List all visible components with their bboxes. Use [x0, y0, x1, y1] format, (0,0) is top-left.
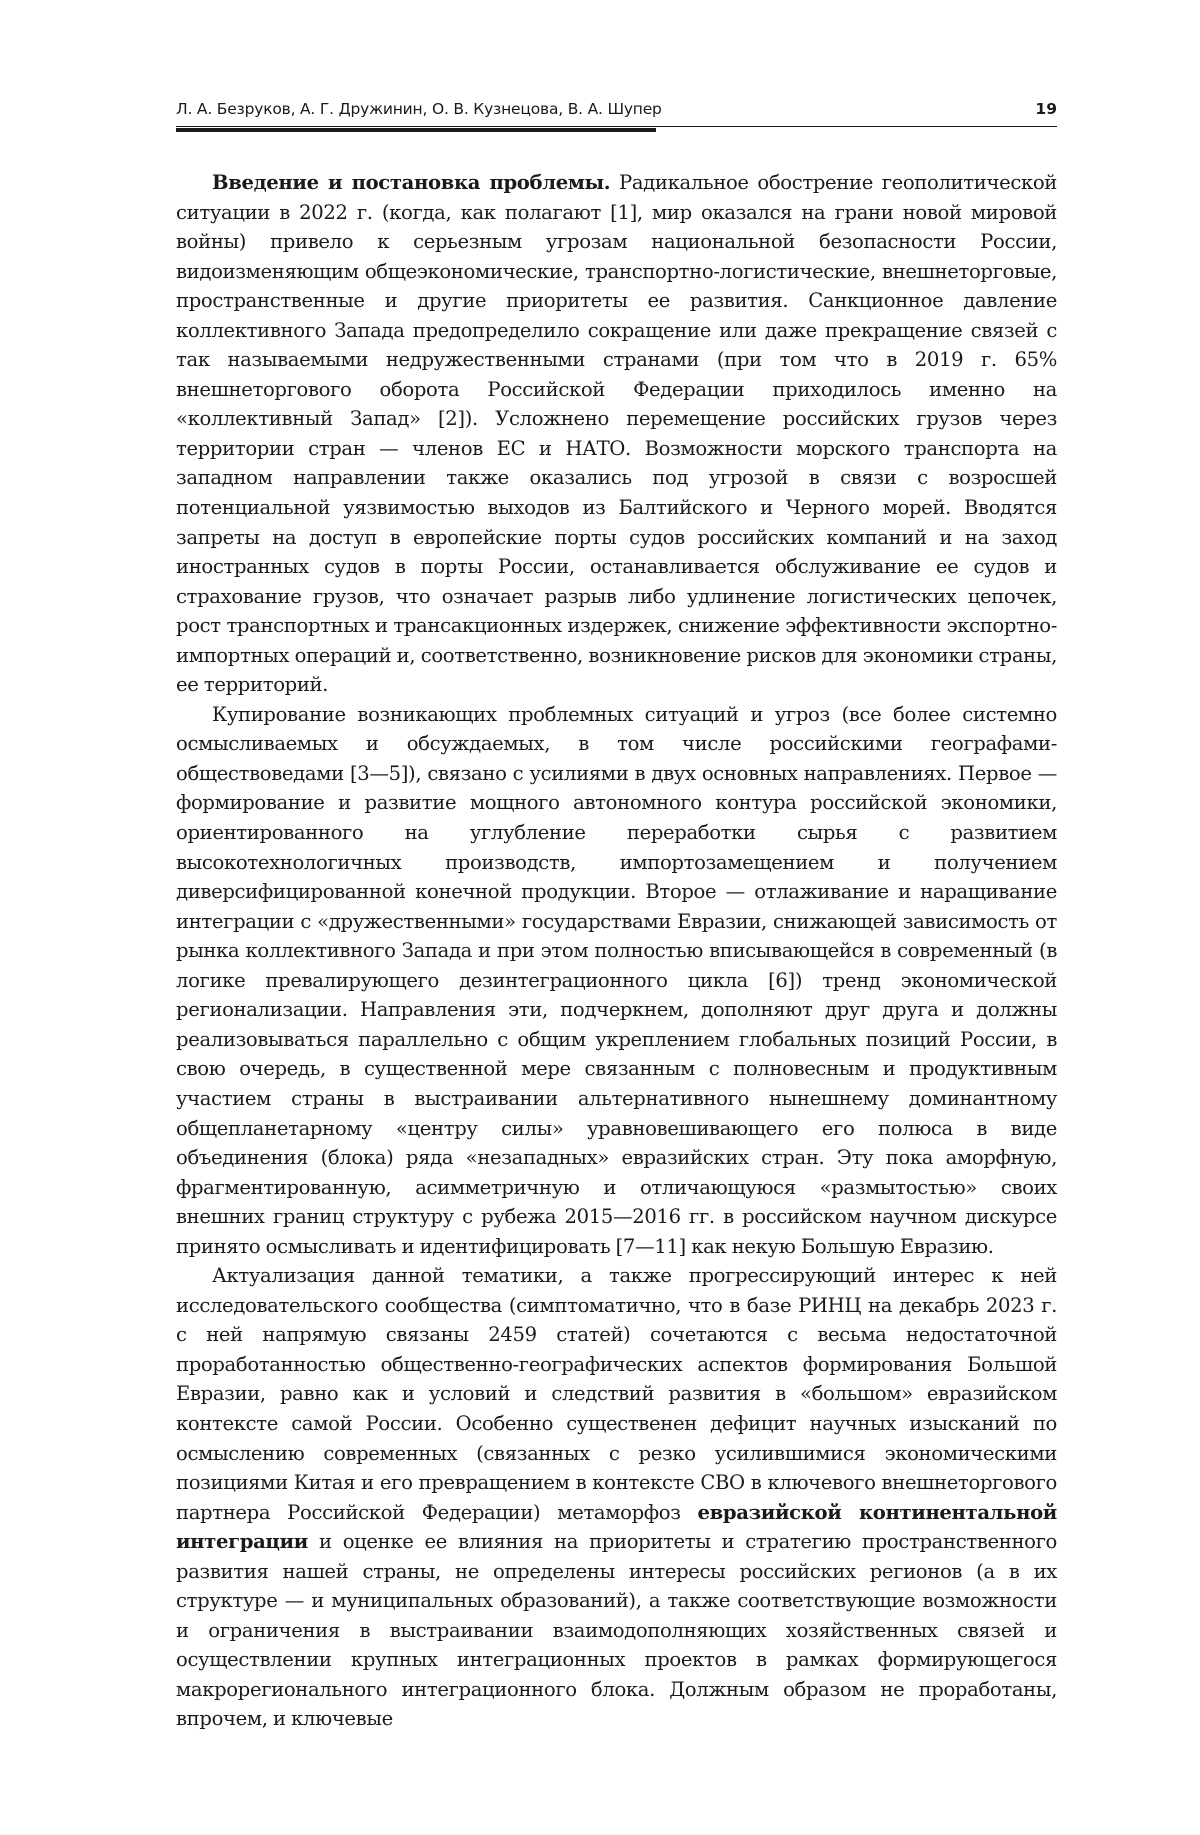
paragraph-relevance [176, 1261, 1057, 1734]
running-header [176, 100, 1057, 124]
paragraph-text: Актуализация данной тематики, а также прогрессирующий интерес к ней исследовательского сообщества (симптоматично, что в базе РИНЦ на декабрь 2023 г. с ней напрямую связаны 2459 статей) сочетаются с весьма недостаточной проработанностью общественно-географических аспектов формирования Большой Евразии, равно как и условий и следствий развития в «большом» евразийском контексте самой России. Особенно существенен дефицит научных изысканий по осмыслению современных (связанных с резко усилившимися экономическими позициями Китая и его превращением в контексте СВО в ключевого внешнеторгового партнера Российской Федерации) метаморфоз [176, 1264, 1057, 1524]
page-number: 19 [1035, 100, 1057, 118]
paragraph-text: Радикальное обострение геополитической ситуации в 2022 г. (когда, как полагают [1], мир оказался на грани новой мировой войны) привело к серьезным угрозам национальной безопасности России, видоизменяющим общеэкономические, транспортно-логистические, внешнеторговые, пространственные и другие приоритеты ее развития. Санкционное давление коллективного Запада предопределило сокращение или даже прекращение связей с так называемыми недружественными странами (при том что в 2019 г. 65% внешнеторгового оборота Российской Федерации приходилось именно на «коллективный Запад» [2]). Усложнено перемещение российских грузов через территории стран — членов ЕС и НАТО. Возможности морского транспорта на западном направлении также оказались под угрозой в связи с возросшей потенциальной уязвимостью выходов из Балтийского и Черного морей. Вводятся запреты на доступ в европейские порты судов российских компаний и на заход иностранных судов в порты России, останавливается обслуживание ее судов и страхование грузов, что означает разрыв либо удлинение логистических цепочек, рост транспортных и трансакционных издержек, снижение эффективности экспортно-импортных операций и, соответственно, возникновение рисков для экономики страны, ее территорий. [176, 171, 1057, 697]
paragraph-introduction [176, 168, 1057, 700]
journal-page [176, 0, 1057, 1835]
paragraph-text: Купирование возникающих проблемных ситуаций и угроз (все более системно осмысливаемых и обсуждаемых, в том числе российскими географами-обществоведами [3—5]), связано с усилиями в двух основных направлениях. Первое — формирование и развитие мощного автономного контура российской экономики, ориентированного на углубление переработки сырья с развитием высокотехнологичных производств, импортозамещением и получением диверсифицированной конечной продукции. Второе — отлаживание и наращивание интеграции с «дружественными» государствами Евразии, снижающей зависимость от рынка коллективного Запада и при этом полностью вписывающейся в современный (в логике превалирующего дезинтеграционного цикла [6]) тренд экономической регионализации. Направления эти, подчеркнем, дополняют друг друга и должны реализовываться параллельно с общим укреплением глобальных позиций России, в свою очередь, в существенной мере связанным с полновесным и продуктивным участием страны в выстраивании альтернативного нынешнему доминантному общепланетарному «центру силы» уравновешивающего его полюса в виде объединения (блока) ряда «незападных» евразийских стран. Эту пока аморфную, фрагментированную, асимметричную и отличающуюся «размытостью» своих внешних границ структуру с рубежа 2015—2016 гг. в российском научном дискурсе принято осмысливать и идентифицировать [7—11] как некую Большую Евразию. [176, 702, 1057, 1258]
paragraph-mitigation [176, 700, 1057, 1261]
header-rule [176, 126, 1057, 127]
running-header-authors: Л. А. Безруков, А. Г. Дружинин, О. В. Кузнецова, В. А. Шупер [176, 100, 662, 118]
emphasized-term: евразийской континентальной интеграции [176, 1500, 1057, 1554]
article-body [176, 168, 1057, 1734]
paragraph-text-tail: и оценке ее влияния на приоритеты и стратегию пространственного развития нашей страны, не определены интересы российских регионов (а в их структуре — и муниципальных образований), а также соответствующие возможности и ограничения в выстраивании взаимодополняющих хозяйственных связей и осуществлении крупных интеграционных проектов в рамках формирующегося макрорегионального интеграционного блока. Должным образом не проработаны, впрочем, и ключевые [176, 1530, 1057, 1731]
header-rule-accent [176, 128, 656, 132]
section-heading-inline: Введение и постановка проблемы. [212, 171, 611, 194]
